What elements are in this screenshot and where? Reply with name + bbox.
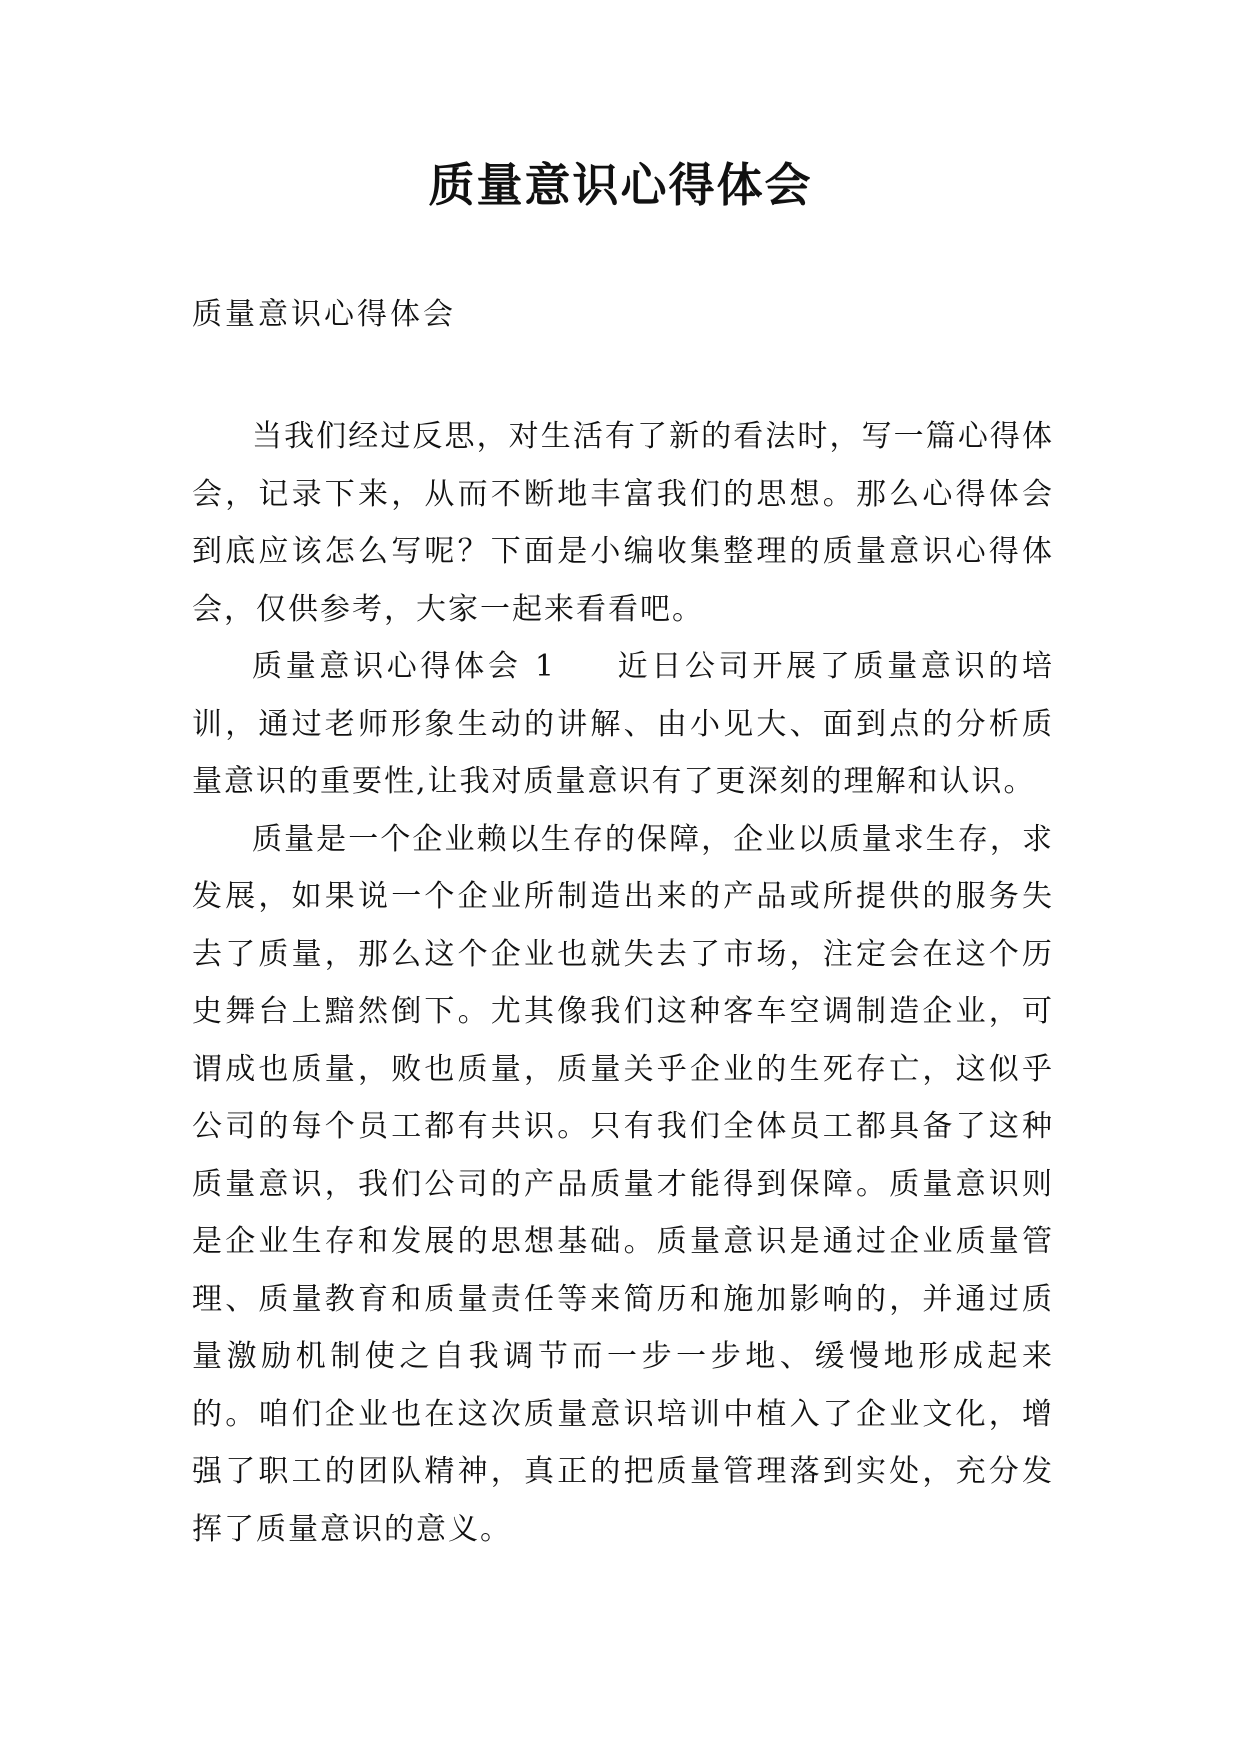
section-1-heading: 质量意识心得体会 1 xyxy=(252,649,556,684)
section-1-paragraph xyxy=(192,638,1054,811)
document-body xyxy=(192,408,1054,1558)
quality-paragraph: 质量是一个企业赖以生存的保障，企业以质量求生存，求发展，如果说一个企业所制造出来的产品或所提供的服务失去了质量，那么这个企业也就失去了市场，注定会在这个历史舞台上黯然倒下。尤其像我们这种客车空调制造企业，可谓成也质量，败也质量，质量关乎企业的生死存亡，这似乎公司的每个员工都有共识。只有我们全体员工都具备了这种质量意识，我们公司的产品质量才能得到保障。质量意识则是企业生存和发展的思想基础。质量意识是通过企业质量管理、质量教育和质量责任等来简历和施加影响的，并通过质量激励机制使之自我调节而一步一步地、缓慢地形成起来的。咱们企业也在这次质量意识培训中植入了企业文化，增强了职工的团队精神，真正的把质量管理落到实处，充分发挥了质量意识的意义。 xyxy=(192,821,1054,1547)
document-subtitle: 质量意识心得体会 xyxy=(192,297,456,332)
section-1-text: 近日公司开展了质量意识的培训，通过老师形象生动的讲解、由小见大、面到点的分析质量意识的重要性,让我对质量意识有了更深刻的理解和认识。 xyxy=(192,649,1055,799)
document-title: 质量意识心得体会 xyxy=(428,158,813,212)
intro-paragraph: 当我们经过反思，对生活有了新的看法时，写一篇心得体会，记录下来，从而不断地丰富我们的思想。那么心得体会到底应该怎么写呢？下面是小编收集整理的质量意识心得体会，仅供参考，大家一起来看看吧。 xyxy=(192,419,1054,627)
